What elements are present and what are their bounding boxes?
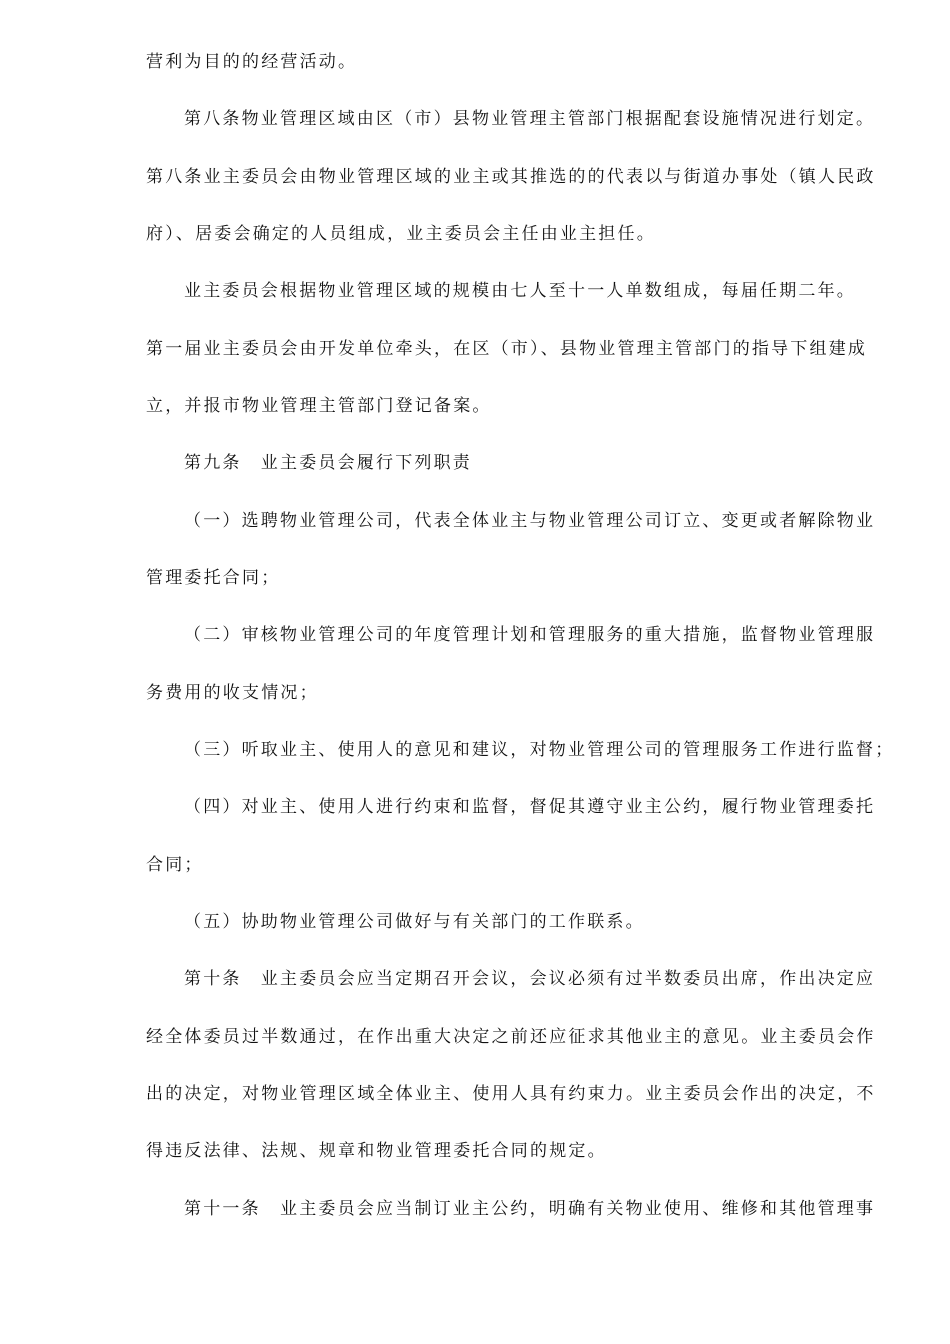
article-paragraph: 第十条 业主委员会应当定期召开会议，会议必须有过半数委员出席，作出决定应 <box>184 969 876 989</box>
article-heading: 第九条 业主委员会履行下列职责 <box>184 453 472 473</box>
text-line: 合同； <box>146 855 204 875</box>
list-item: （五）协助物业管理公司做好与有关部门的工作联系。 <box>184 912 645 932</box>
list-item: （二）审核物业管理公司的年度管理计划和管理服务的重大措施，监督物业管理服 <box>184 625 876 645</box>
text-line: 营利为目的的经营活动。 <box>146 52 358 72</box>
list-item: （三）听取业主、使用人的意见和建议，对物业管理公司的管理服务工作进行监督； <box>184 740 895 760</box>
list-item: （四）对业主、使用人进行约束和监督，督促其遵守业主公约，履行物业管理委托 <box>184 797 876 817</box>
text-line: 第八条业主委员会由物业管理区域的业主或其推选的的代表以与街道办事处（镇人民政 <box>146 167 876 187</box>
text-line: 经全体委员过半数通过，在作出重大决定之前还应征求其他业主的意见。业主委员会作 <box>146 1027 876 1047</box>
text-line: 出的决定，对物业管理区域全体业主、使用人具有约束力。业主委员会作出的决定，不 <box>146 1084 876 1104</box>
text-line: 第一届业主委员会由开发单位牵头，在区（市）、县物业管理主管部门的指导下组建成 <box>146 339 868 359</box>
text-line: 第八条物业管理区域由区（市）县物业管理主管部门根据配套设施情况进行划定。 <box>184 109 876 129</box>
article-paragraph: 第十一条 业主委员会应当制订业主公约，明确有关物业使用、维修和其他管理事 <box>184 1199 876 1219</box>
text-line: 业主委员会根据物业管理区域的规模由七人至十一人单数组成，每届任期二年。 <box>184 281 856 301</box>
text-line: 得违反法律、法规、规章和物业管理委托合同的规定。 <box>146 1141 607 1161</box>
list-item: （一）选聘物业管理公司，代表全体业主与物业管理公司订立、变更或者解除物业 <box>184 511 876 531</box>
text-line: 管理委托合同； <box>146 568 281 588</box>
text-line: 府）、居委会确定的人员组成，业主委员会主任由业主担任。 <box>146 224 656 244</box>
text-line: 立，并报市物业管理主管部门登记备案。 <box>146 396 492 416</box>
text-line: 务费用的收支情况； <box>146 683 319 703</box>
